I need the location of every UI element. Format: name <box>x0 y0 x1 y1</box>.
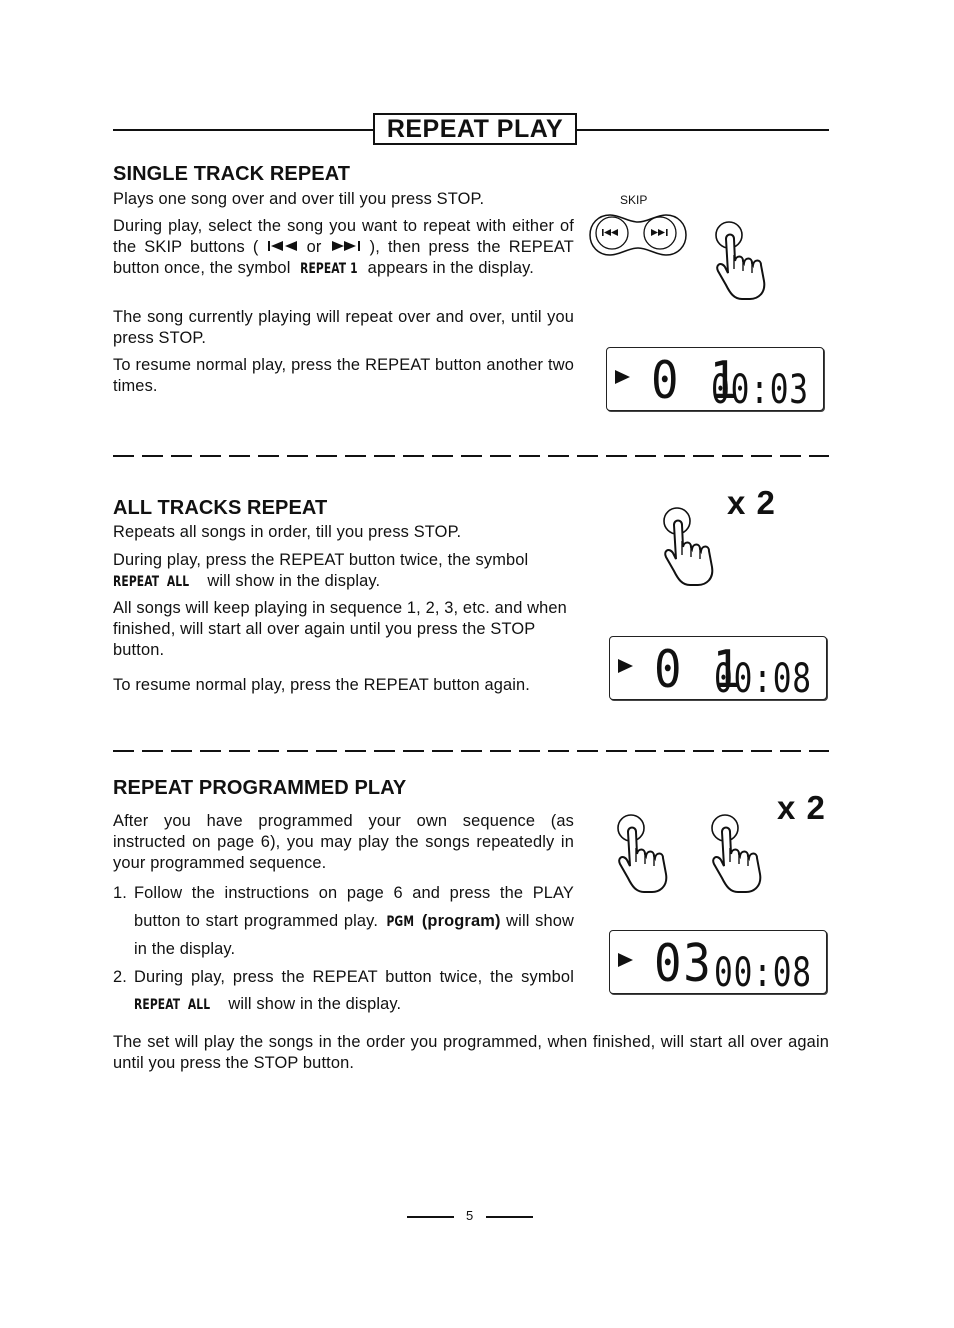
skip-forward-icon <box>330 237 362 258</box>
page-title: REPEAT PLAY <box>373 113 577 145</box>
single-p2-b: ), then press the REPEAT button once, the symbol <box>113 238 574 278</box>
all-p2-a: During play, press the REPEAT button twice, the symbol <box>113 551 529 569</box>
step-2 <box>113 964 574 1020</box>
skip-back-icon <box>267 237 299 258</box>
lcd-track-number: 0 1 <box>651 351 739 411</box>
section-divider <box>113 750 829 752</box>
prog-steps <box>113 880 574 1020</box>
lcd-time: 00:03 <box>711 367 809 413</box>
skip-label: SKIP <box>620 193 648 207</box>
all-p3: All songs will keep playing in sequence 1, 2, 3, etc. and when finished, will start all over again until you press the STOP button. <box>113 599 567 659</box>
single-p2-a: During play, select the song you want to repeat with either of the SKIP buttons ( <box>113 217 574 256</box>
play-indicator-icon <box>618 659 633 673</box>
pointing-hand-icon <box>708 812 780 901</box>
step-1-text-b: will show in the display. <box>134 911 574 958</box>
all-p1: Repeats all songs in order, till you press STOP. <box>113 523 462 541</box>
page-number: 5 <box>466 1208 474 1223</box>
pointing-hand-icon <box>660 505 732 594</box>
all-p4: To resume normal play, press the REPEAT button again. <box>113 676 531 694</box>
pgm-symbol: PGM <box>386 913 414 930</box>
repeat-all-symbol: REPEAT ALL <box>134 997 211 1013</box>
prog-p-end: The set will play the songs in the order you programmed, when finished, will start all over again until you press the STOP button. <box>113 1033 829 1072</box>
lcd-display-single <box>606 347 824 411</box>
lcd-time: 00:08 <box>714 950 812 996</box>
lcd-display-all <box>609 636 827 700</box>
single-p2-c: appears in the display. <box>367 259 534 278</box>
programmed-heading: REPEAT PROGRAMMED PLAY <box>113 777 407 799</box>
single-track-heading: SINGLE TRACK REPEAT <box>113 163 351 185</box>
repeat-1-symbol: REPEAT 1 <box>300 261 358 278</box>
single-p2 <box>113 216 574 280</box>
step-1 <box>113 880 574 964</box>
step-2-number: 2. <box>113 967 127 986</box>
single-p2-or: or <box>306 238 322 256</box>
section-divider <box>113 455 829 457</box>
all-p2 <box>113 550 574 593</box>
all-p2-b: will show in the display. <box>207 572 381 590</box>
step-1-text-a: Follow the instructions on page 6 and press the PLAY button to start programmed play. <box>134 884 574 930</box>
press-count-label: x 2 <box>777 789 826 826</box>
prog-p1: After you have programmed your own sequence (as instructed on page 6), you may play the songs repeatedly in your programmed sequence. <box>113 812 574 872</box>
lcd-track-number: 03 <box>654 934 713 994</box>
skip-buttons-illustration <box>588 212 688 263</box>
play-indicator-icon <box>618 953 633 967</box>
lcd-track-number: 0 1 <box>654 640 742 700</box>
repeat-all-symbol: REPEAT ALL <box>113 574 190 590</box>
footer-rule-right <box>486 1216 533 1218</box>
footer-rule-left <box>407 1216 454 1218</box>
title-rule-left <box>113 129 375 131</box>
play-indicator-icon <box>615 370 630 384</box>
title-rule-right <box>575 129 829 131</box>
lcd-time: 00:08 <box>714 656 812 702</box>
step-2-text-a: During play, press the REPEAT button twice, the symbol <box>134 967 574 986</box>
all-tracks-heading: ALL TRACKS REPEAT <box>113 497 328 519</box>
step-1-number: 1. <box>113 884 127 902</box>
single-p1: Plays one song over and over till you press STOP. <box>113 190 485 208</box>
pointing-hand-icon <box>712 219 784 308</box>
pointing-hand-icon <box>614 812 686 901</box>
press-count-label: x 2 <box>727 484 776 521</box>
step-2-text-b: will show in the display. <box>228 995 402 1013</box>
program-label: (program) <box>421 911 501 930</box>
single-p4: To resume normal play, press the REPEAT button another two times. <box>113 356 574 395</box>
single-p3: The song currently playing will repeat over and over, until you press STOP. <box>113 308 574 347</box>
lcd-display-programmed <box>609 930 827 994</box>
